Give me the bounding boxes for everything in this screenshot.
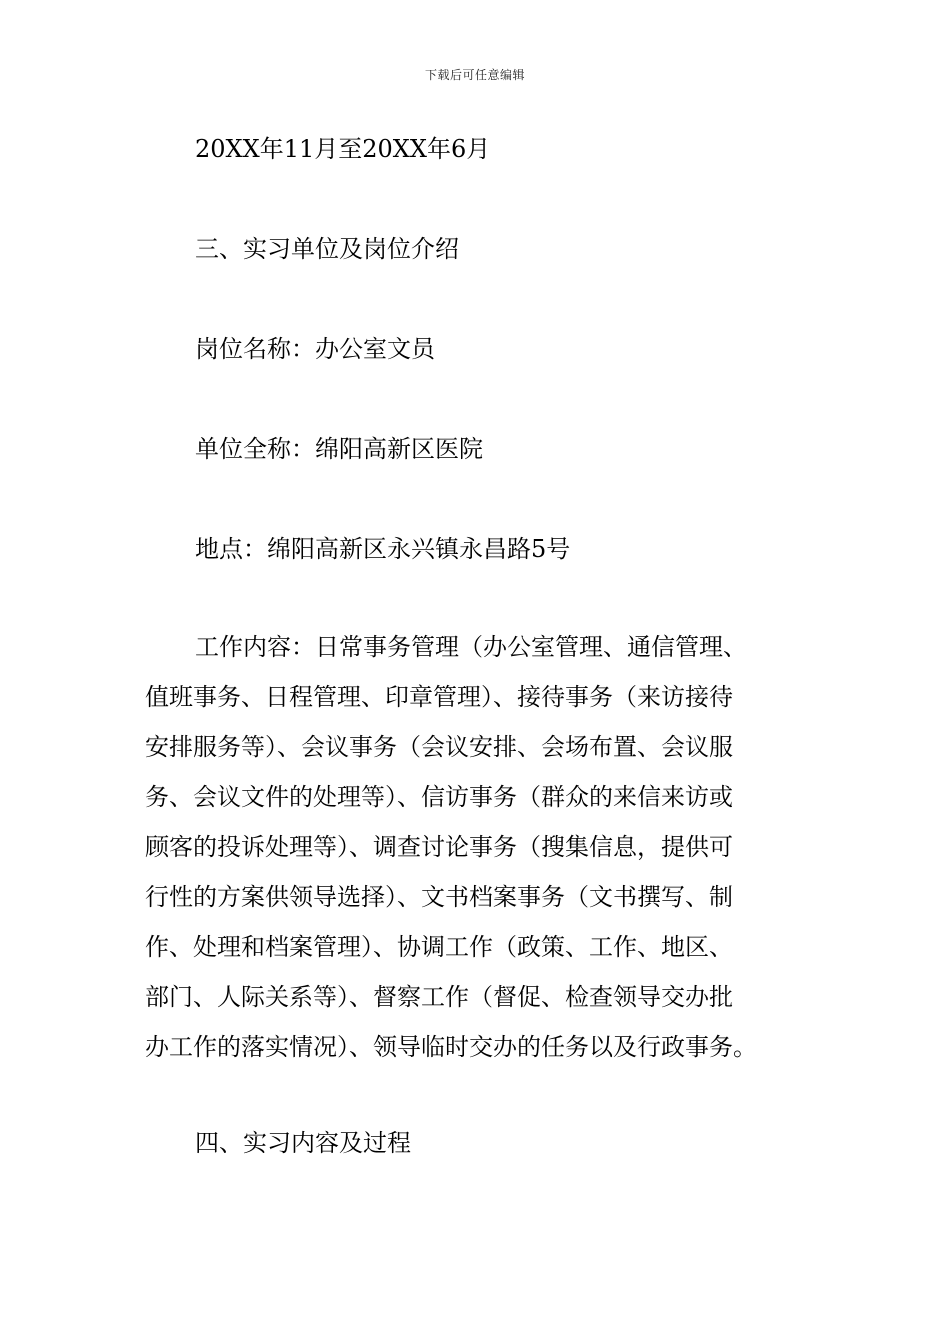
page-header: 下载后可任意编辑 <box>424 68 525 82</box>
paragraph-line: 部门、人际关系等）、督察工作（督促、检查领导交办批 <box>145 983 733 1011</box>
paragraph-line: 顾客的投诉处理等）、调查讨论事务（搜集信息，提供可 <box>145 833 733 861</box>
unit-name: 单位全称：绵阳高新区医院 <box>195 435 483 463</box>
paragraph-line: 安排服务等）、会议事务（会议安排、会场布置、会议服 <box>145 733 733 761</box>
paragraph-line: 行性的方案供领导选择）、文书档案事务（文书撰写、制 <box>145 883 733 911</box>
paragraph-line: 作、处理和档案管理）、协调工作（政策、工作、地区、 <box>145 933 733 961</box>
paragraph-line: 务、会议文件的处理等）、信访事务（群众的来信来访或 <box>145 783 733 811</box>
position-name: 岗位名称：办公室文员 <box>195 335 435 363</box>
location: 地点：绵阳高新区永兴镇永昌路5号 <box>195 535 571 563</box>
section-4-heading: 四、实习内容及过程 <box>195 1129 411 1157</box>
paragraph-line: 工作内容：日常事务管理（办公室管理、通信管理、 <box>195 633 747 661</box>
internship-period: 20XX年11月至20XX年6月 <box>195 135 491 163</box>
section-3-heading: 三、实习单位及岗位介绍 <box>195 235 459 263</box>
paragraph-line: 值班事务、日程管理、印章管理）、接待事务（来访接待 <box>145 683 733 711</box>
paragraph-line: 办工作的落实情况）、领导临时交办的任务以及行政事务。 <box>145 1033 757 1061</box>
work-content-paragraph <box>145 622 810 1072</box>
